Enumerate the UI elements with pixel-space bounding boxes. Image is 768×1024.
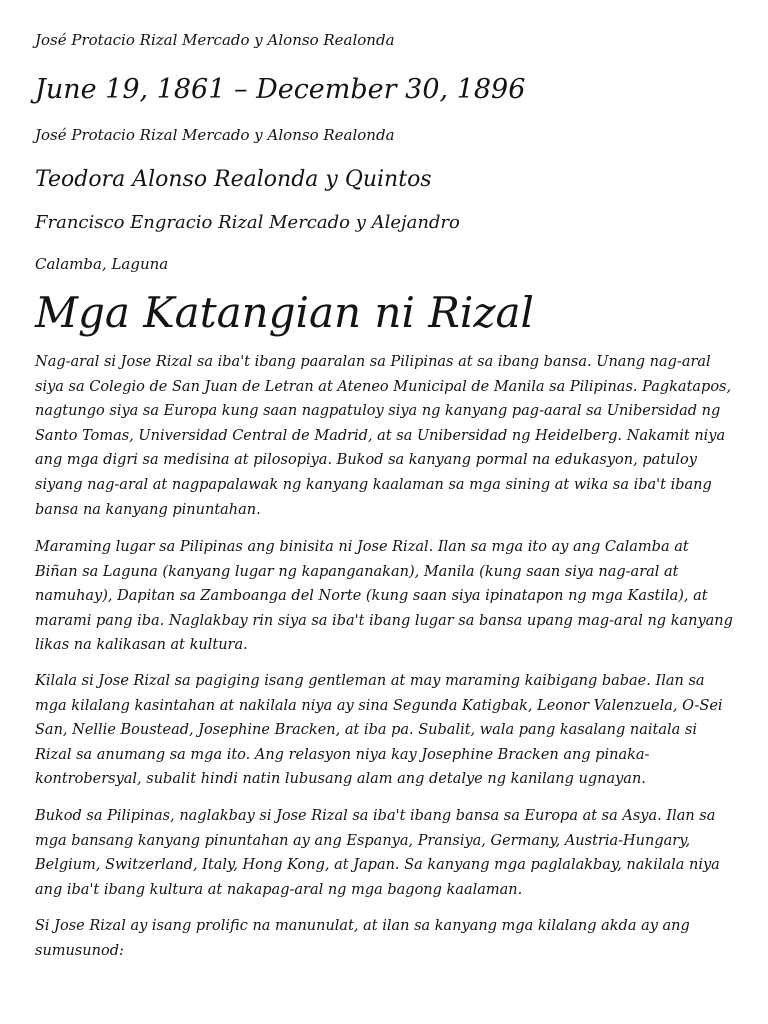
mother-name: Teodora Alonso Realonda y Quintos: [35, 167, 432, 192]
paragraph-education: Nag-aral si Jose Rizal sa iba't ibang paaralan sa Pilipinas at sa ibang bansa. Unang nag-aral siya sa Colegio de San Juan de Letran at Ateneo Municipal de Manila sa Pilipinas. Pagkatapos, nagtungo siya sa Europa kung saan nagpatuloy siya ng kanyang pag-aaral sa Unibersidad ng Santo Tomas, Universidad Central de Madrid, at sa Unibersidad ng Heidelberg. Nakamit niya ang mga digri sa medisina at pilosopiya. Bukod sa kanyang pormal na edukasyon, patuloy siyang nag-aral at nagpapalawak ng kanyang kaalaman sa mga sining at wika sa iba't ibang bansa na kanyang pinuntahan.: [35, 354, 732, 518]
paragraph-writings-intro: Si Jose Rizal ay isang prolific na manunulat, at ilan sa kanyang mga kilalang akda ay ang sumusunod:: [35, 918, 690, 959]
paragraph-travels-abroad: Bukod sa Pilipinas, naglakbay si Jose Rizal sa iba't ibang bansa sa Europa at sa Asya. Ilan sa mga bansang kanyang pinuntahan ay ang Espanya, Pransiya, Germany, Austria-Hungary, Belgium, Switzerland, Italy, Hong Kong, at Japan. Sa kanyang mga paglalakbay, nakilala niya ang iba't ibang kultura at nakapag-aral ng mga bagong kaalaman.: [35, 808, 720, 898]
paragraph-relationships: Kilala si Jose Rizal sa pagiging isang gentleman at may maraming kaibigang babae. Ilan sa mga kilalang kasintahan at nakilala niya ay sina Segunda Katigbak, Leonor Valenzuela, O-Sei San, Nellie Boustead, Josephine Bracken, at iba pa. Subalit, wala pang kasalang naitala si Rizal sa anumang sa mga ito. Ang relasyon niya kay Josephine Bracken ang pinaka-kontrobersyal, subalit hindi natin lubusang alam ang detalye ng kanilang ugnayan.: [35, 673, 723, 788]
full-name-line: José Protacio Rizal Mercado y Alonso Realonda: [35, 31, 395, 49]
life-dates: June 19, 1861 – December 30, 1896: [35, 74, 526, 105]
birthplace: Calamba, Laguna: [35, 255, 169, 273]
section-heading: Mga Katangian ni Rizal: [35, 288, 534, 337]
paragraph-places-visited: Maraming lugar sa Pilipinas ang binisita ni Jose Rizal. Ilan sa mga ito ay ang Calamba at Biñan sa Laguna (kanyang lugar ng kapanganakan), Manila (kung saan siya nag-aral at namuhay), Dapitan sa Zamboanga del Norte (kung saan siya ipinatapon ng mga Kastila), at marami pang iba. Naglakbay rin siya sa iba't ibang lugar sa bansa upang mag-aral ng kanyang likas na kalikasan at kultura.: [35, 539, 733, 654]
full-name-line-repeat: José Protacio Rizal Mercado y Alonso Realonda: [35, 126, 395, 144]
father-name: Francisco Engracio Rizal Mercado y Alejandro: [35, 212, 460, 233]
